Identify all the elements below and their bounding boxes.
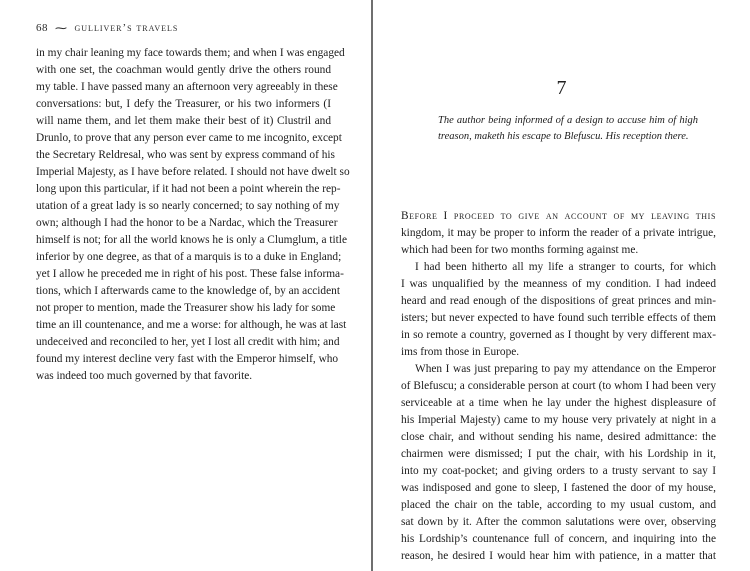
text-line: in so remote a country, governed as I thought by very different max- — [401, 329, 716, 341]
text-line: into my coat-pocket; and giving orders to a trusty servant to say I — [401, 465, 716, 477]
text-line: was indeed too much governed by that favorite. — [36, 370, 253, 382]
text-line: not proper to mention, made the Treasurer show his lady for some — [36, 302, 336, 314]
text-line: undeceived and reconciled to her, yet I lost all credit with him; and — [36, 336, 340, 348]
ornament-icon: ⁓ — [55, 21, 68, 35]
text-line: utation of a great lady is so nearly concerned; to say nothing of my — [36, 200, 340, 212]
right-page — [373, 0, 750, 571]
opening-small-caps: Before I proceed to give an account of my leaving this — [401, 210, 716, 222]
text-line: Drunlo, to prove that any person ever came to me incognito, except — [36, 132, 342, 144]
text-line: his Lordship’s countenance full of concern, and inquiring into the — [401, 533, 716, 545]
summary-line: treason, maketh his escape to Blefuscu. His reception there. — [438, 131, 689, 142]
text-line: Imperial Majesty, as I have before related. I should not have dwelt so — [36, 166, 350, 178]
text-line: in my chair leaning my face towards them; and when I was engaged — [36, 47, 345, 59]
text-line: When I was just preparing to pay my attendance on the Emperor — [415, 363, 716, 375]
text-line: heard and read enough of the dispositions of great princes and min- — [401, 295, 716, 307]
text-line: ims from those in Europe. — [401, 346, 520, 358]
text-line: isters; but never expected to have found such terrible effects of them — [401, 312, 716, 324]
text-line: serviceable at a time when he lay under the highest displeasure of — [401, 397, 716, 409]
text-line: kingdom, it may be proper to inform the reader of a private intrigue, — [401, 227, 716, 239]
text-line: my table. I have passed many an afternoon very agreeably in these — [36, 81, 338, 93]
summary-line: The author being informed of a design to accuse him of high — [438, 115, 698, 126]
page-number: 68 — [36, 22, 48, 34]
text-line: yet I allow he preceded me in right of his post. These false informa- — [36, 268, 344, 280]
text-line: reason, he desired I would hear him with patience, in a matter that — [401, 550, 716, 562]
text-line: conversations: but, I defy the Treasurer, or his two informers (I — [36, 98, 331, 110]
text-line: his Imperial Majesty) came to my house very privately at night in a — [401, 414, 716, 426]
text-line: which had been for two months forming against me. — [401, 244, 639, 256]
chapter-number: 7 — [556, 77, 567, 99]
running-head — [36, 22, 178, 34]
chapter-summary — [438, 113, 698, 145]
left-page — [0, 0, 371, 571]
text-line: was indisposed and gone to sleep, I fastened the door of my house, — [401, 482, 716, 494]
text-line: will name them, and let them make their best of it) Clustril and — [36, 115, 331, 127]
text-line: sat down by it. After the common salutations were over, observing — [401, 516, 716, 528]
text-line: own; although I had the honor to be a Nardac, which the Treasurer — [36, 217, 338, 229]
text-line: found my interest decline very fast with the Emperor himself, who — [36, 353, 339, 365]
text-line: the Secretary Reldresal, who was sent by express command of his — [36, 149, 335, 161]
left-body-text — [36, 45, 350, 385]
text-line: himself is not; for all the world knows he is only a Clumglum, a title — [36, 234, 347, 246]
text-line: I had been hitherto all my life a stranger to courts, for which — [415, 261, 716, 273]
text-line: tions, which I afterwards came to the knowledge of, by an accident — [36, 285, 340, 297]
text-line: time an ill countenance, and me a worse: for although, he was at last — [36, 319, 347, 331]
paragraph-3 — [401, 361, 716, 565]
paragraph-2 — [401, 259, 716, 361]
text-line: I was unqualified by the meanness of my condition. I had indeed — [401, 278, 716, 290]
text-line: close chair, and without sending his name, desired admittance: the — [401, 431, 716, 443]
text-line: long upon this particular, if it had not been a point wherein the rep- — [36, 183, 341, 195]
text-line: of Blefuscu; a considerable person at court (to whom I had been very — [401, 380, 716, 392]
text-line: inferior by one degree, as that of a marquis is to a duke in England; — [36, 251, 342, 263]
text-line: chairmen were dismissed; I put the chair, with his Lordship in it, — [401, 448, 716, 460]
text-line: with one set, the coachman would gently drive the others round — [36, 64, 331, 76]
right-body-text — [401, 208, 716, 565]
left-paragraph — [36, 45, 350, 385]
running-head-title: gulliver’s travels — [74, 22, 179, 34]
paragraph-1 — [401, 208, 716, 259]
text-line: placed the chair on the table, according to my usual custom, and — [401, 499, 716, 511]
